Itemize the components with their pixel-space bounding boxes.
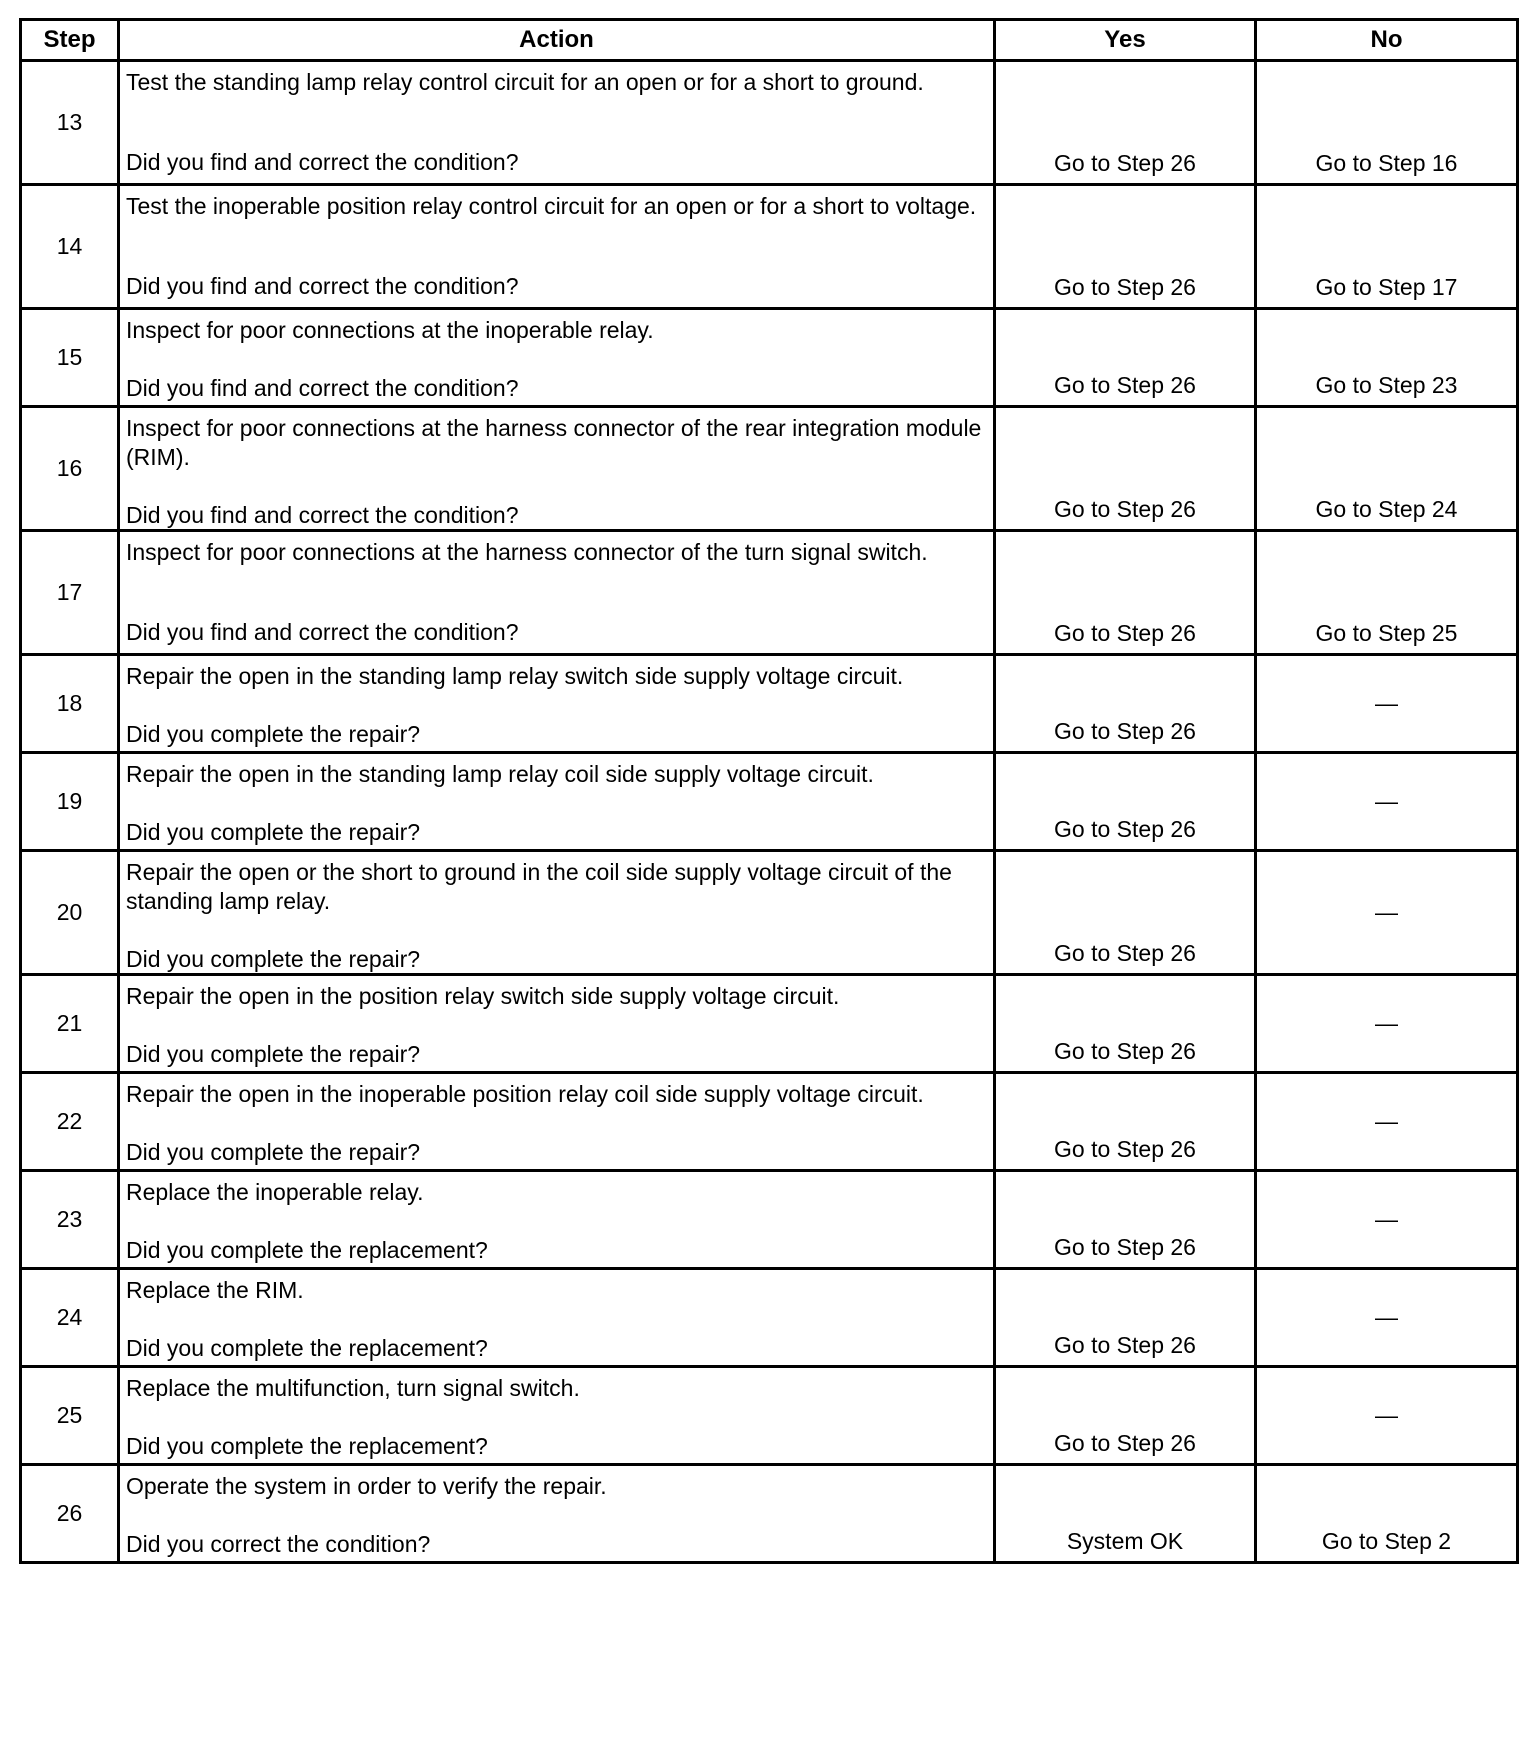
table-row [21, 309, 1518, 407]
action-text: Repair the open in the inoperable position relay coil side supply voltage circuit. [126, 1081, 924, 1107]
no-result: Go to Step 25 [1256, 531, 1518, 655]
header-action: Action [119, 20, 995, 61]
yes-result: System OK [995, 1465, 1256, 1563]
no-result: — [1256, 975, 1518, 1073]
step-number: 21 [21, 975, 119, 1073]
action-cell [119, 1171, 995, 1269]
table-row [21, 753, 1518, 851]
step-number: 19 [21, 753, 119, 851]
action-text: Inspect for poor connections at the harness connector of the rear integration module (RIM). [126, 415, 982, 470]
table-row [21, 655, 1518, 753]
step-number: 16 [21, 407, 119, 531]
header-step: Step [21, 20, 119, 61]
step-number: 18 [21, 655, 119, 753]
table-row [21, 851, 1518, 975]
step-number: 22 [21, 1073, 119, 1171]
step-number: 25 [21, 1367, 119, 1465]
action-text: Operate the system in order to verify the repair. [126, 1473, 607, 1499]
action-cell [119, 1465, 995, 1563]
yes-result: Go to Step 26 [995, 185, 1256, 309]
no-result: Go to Step 17 [1256, 185, 1518, 309]
yes-result: Go to Step 26 [995, 407, 1256, 531]
action-text: Repair the open in the standing lamp relay coil side supply voltage circuit. [126, 761, 874, 787]
action-question: Did you complete the repair? [126, 721, 421, 747]
action-text: Replace the multifunction, turn signal switch. [126, 1375, 580, 1401]
action-cell [119, 61, 995, 185]
no-result: — [1256, 851, 1518, 975]
yes-result: Go to Step 26 [995, 1367, 1256, 1465]
table-row [21, 185, 1518, 309]
step-number: 26 [21, 1465, 119, 1563]
yes-result: Go to Step 26 [995, 309, 1256, 407]
action-question: Did you find and correct the condition? [126, 502, 519, 528]
table-row [21, 531, 1518, 655]
step-number: 24 [21, 1269, 119, 1367]
action-question: Did you find and correct the condition? [126, 375, 519, 401]
table-row [21, 1367, 1518, 1465]
action-text: Test the standing lamp relay control circuit for an open or for a short to ground. [126, 69, 924, 95]
action-cell [119, 1367, 995, 1465]
yes-result: Go to Step 26 [995, 61, 1256, 185]
no-result: — [1256, 1171, 1518, 1269]
table-row [21, 1171, 1518, 1269]
step-number: 15 [21, 309, 119, 407]
no-result: — [1256, 1073, 1518, 1171]
header-row [21, 20, 1518, 61]
action-text: Repair the open in the standing lamp relay switch side supply voltage circuit. [126, 663, 904, 689]
action-cell [119, 753, 995, 851]
action-text: Test the inoperable position relay control circuit for an open or for a short to voltage. [126, 193, 977, 219]
no-result: Go to Step 2 [1256, 1465, 1518, 1563]
action-cell [119, 185, 995, 309]
yes-result: Go to Step 26 [995, 1073, 1256, 1171]
step-number: 14 [21, 185, 119, 309]
action-question: Did you complete the replacement? [126, 1237, 488, 1263]
yes-result: Go to Step 26 [995, 753, 1256, 851]
yes-result: Go to Step 26 [995, 851, 1256, 975]
action-text: Inspect for poor connections at the harness connector of the turn signal switch. [126, 539, 928, 565]
step-number: 23 [21, 1171, 119, 1269]
no-result: — [1256, 1367, 1518, 1465]
action-text: Repair the open in the position relay switch side supply voltage circuit. [126, 983, 840, 1009]
action-question: Did you complete the replacement? [126, 1335, 488, 1361]
action-text: Repair the open or the short to ground in the coil side supply voltage circuit of the standing lamp relay. [126, 859, 952, 914]
step-number: 13 [21, 61, 119, 185]
action-cell [119, 1269, 995, 1367]
yes-result: Go to Step 26 [995, 531, 1256, 655]
header-no: No [1256, 20, 1518, 61]
action-question: Did you complete the repair? [126, 1139, 421, 1165]
action-question: Did you find and correct the condition? [126, 619, 519, 645]
no-result: Go to Step 23 [1256, 309, 1518, 407]
diagnostic-table [19, 18, 1519, 1564]
action-cell [119, 407, 995, 531]
action-question: Did you complete the replacement? [126, 1433, 488, 1459]
no-result: Go to Step 24 [1256, 407, 1518, 531]
table-row [21, 407, 1518, 531]
no-result: Go to Step 16 [1256, 61, 1518, 185]
action-text: Replace the inoperable relay. [126, 1179, 424, 1205]
yes-result: Go to Step 26 [995, 1269, 1256, 1367]
action-cell [119, 975, 995, 1073]
no-result: — [1256, 753, 1518, 851]
step-number: 17 [21, 531, 119, 655]
action-text: Replace the RIM. [126, 1277, 304, 1303]
action-cell [119, 309, 995, 407]
table-row [21, 1465, 1518, 1563]
table-row [21, 975, 1518, 1073]
action-cell [119, 1073, 995, 1171]
no-result: — [1256, 655, 1518, 753]
action-question: Did you complete the repair? [126, 946, 421, 972]
action-question: Did you correct the condition? [126, 1531, 431, 1557]
action-cell [119, 531, 995, 655]
header-yes: Yes [995, 20, 1256, 61]
action-question: Did you complete the repair? [126, 1041, 421, 1067]
table-row [21, 1269, 1518, 1367]
action-text: Inspect for poor connections at the inoperable relay. [126, 317, 654, 343]
action-cell [119, 851, 995, 975]
no-result: — [1256, 1269, 1518, 1367]
table-row [21, 1073, 1518, 1171]
yes-result: Go to Step 26 [995, 655, 1256, 753]
step-number: 20 [21, 851, 119, 975]
action-cell [119, 655, 995, 753]
yes-result: Go to Step 26 [995, 975, 1256, 1073]
action-question: Did you complete the repair? [126, 819, 421, 845]
action-question: Did you find and correct the condition? [126, 273, 519, 299]
table-row [21, 61, 1518, 185]
action-question: Did you find and correct the condition? [126, 149, 519, 175]
yes-result: Go to Step 26 [995, 1171, 1256, 1269]
